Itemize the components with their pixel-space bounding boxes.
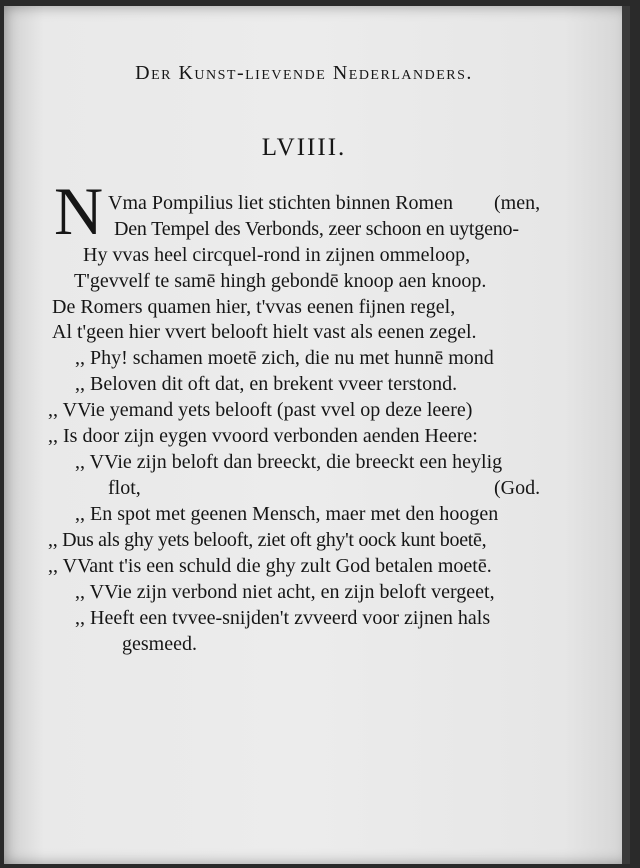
verse-line-15: ,, VVant t'is een schuld die ghy zult God betalen moetē. <box>48 555 492 577</box>
verse-line-16: ,, VVie zijn verbond niet acht, en zijn beloft vergeet, <box>75 581 495 603</box>
drop-capital: N <box>54 173 104 249</box>
book-page <box>4 6 630 864</box>
verse-line-8: ,, Beloven dit oft dat, en brekent vveer terstond. <box>75 373 458 395</box>
verse-line-1: Vma Pompilius liet stichten binnen Romen <box>108 192 453 214</box>
verse-line-6: Al t'geen hier vvert belooft hielt vast als eenen zegel. <box>52 321 477 343</box>
verse-line-10: ,, Is door zijn eygen vvoord verbonden aenden Heere: <box>48 425 478 447</box>
verse-line-13: ,, En spot met geenen Mensch, maer met den hoogen <box>75 503 499 525</box>
verse-line-1-end: (men, <box>494 192 541 214</box>
verse-line-5: De Romers quamen hier, t'vvas eenen fijnen regel, <box>52 296 456 318</box>
verse-line-2: Den Tempel des Verbonds, zeer schoon en uytgeno- <box>114 218 519 240</box>
verse-line-14: ,, Dus als ghy yets belooft, ziet oft ghy't oock kunt boetē, <box>48 529 487 551</box>
verse-line-9: ,, VVie yemand yets belooft (past vvel op deze leere) <box>48 399 473 421</box>
verse-line-18: gesmeed. <box>122 633 197 655</box>
running-header: Der Kunst-lievende Nederlanders. <box>135 62 473 84</box>
verse-line-12: flot, <box>108 477 141 499</box>
page-edge <box>622 6 630 864</box>
verse-line-3: Hy vvas heel circquel-rond in zijnen ommeloop, <box>83 244 471 266</box>
verse-line-4: T'gevvelf te samē hingh gebondē knoop aen knoop. <box>74 270 487 292</box>
verse-line-12-end: (God. <box>494 477 541 499</box>
verse-line-7: ,, Phy! schamen moetē zich, die nu met hunnē mond <box>75 347 494 369</box>
poem-number: LVIIII. <box>261 134 347 161</box>
verse-line-17: ,, Heeft een tvvee-snijden't zvveerd voor zijnen hals <box>75 607 491 629</box>
verse-line-11: ,, VVie zijn beloft dan breeckt, die breeckt een heylig <box>75 451 503 473</box>
